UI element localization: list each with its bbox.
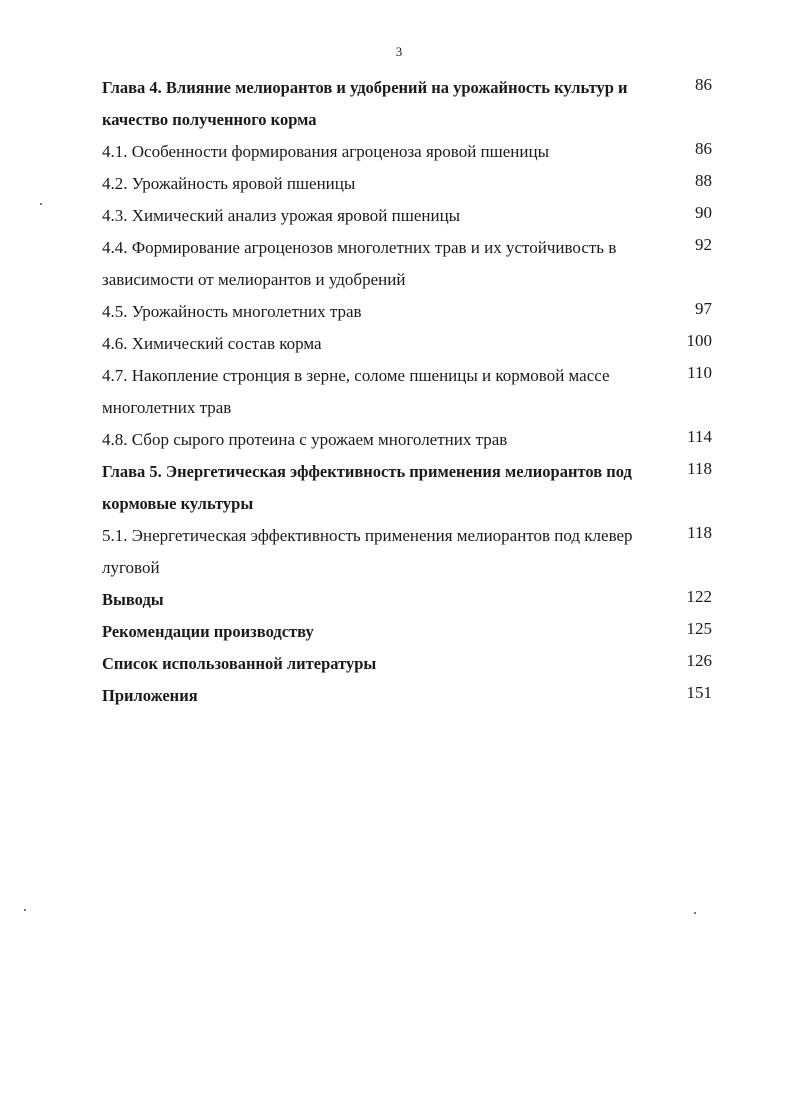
toc-entry [102,648,712,680]
toc-entry [102,296,712,328]
toc-entry [102,72,712,136]
toc-entry-page: 110 [687,363,712,382]
toc-entry-page: 92 [695,235,712,254]
toc-entry [102,456,712,520]
toc-entry-page: 118 [687,523,712,542]
toc-entry [102,360,712,424]
toc-entry [102,424,712,456]
toc-entry-title: Выводы [102,590,164,609]
toc-entry-title: Глава 5. Энергетическая эффективность применения мелиорантов под кормовые культуры [102,462,632,513]
toc-entry-title: Список использованной литературы [102,654,377,673]
toc-entry [102,616,712,648]
scan-speck [24,909,26,911]
toc-entry-page: 86 [695,75,712,94]
toc-entry [102,200,712,232]
toc-entry [102,520,712,584]
toc-entry-title: 4.1. Особенности формирования агроценоза яровой пшеницы [102,142,550,161]
toc-entry-page: 126 [686,651,712,670]
toc-entry-title: 5.1. Энергетическая эффективность применения мелиорантов под клевер луговой [102,526,633,577]
table-of-contents [102,72,712,712]
toc-entry-title: Приложения [102,686,198,705]
toc-entry-page: 90 [695,203,712,222]
toc-entry [102,328,712,360]
toc-entry-page: 114 [687,427,712,446]
toc-entry-title: Рекомендации производству [102,622,314,641]
toc-entry-title: 4.4. Формирование агроценозов многолетних трав и их устойчивость в зависимости от мелиорантов и удобрений [102,238,617,289]
toc-entry [102,584,712,616]
scan-speck [40,203,42,205]
toc-entry-title: 4.6. Химический состав корма [102,334,322,353]
toc-entry-title: 4.8. Сбор сырого протеина с урожаем многолетних трав [102,430,508,449]
toc-entry-page: 118 [687,459,712,478]
scan-speck [694,912,696,914]
toc-entry-title: 4.2. Урожайность яровой пшеницы [102,174,356,193]
toc-entry [102,136,712,168]
toc-entry-page: 88 [695,171,712,190]
toc-entry-title: 4.3. Химический анализ урожая яровой пшеницы [102,206,461,225]
toc-entry-title: 4.7. Накопление стронция в зерне, соломе пшеницы и кормовой массе многолетних трав [102,366,610,417]
toc-entry-title: Глава 4. Влияние мелиорантов и удобрений на урожайность культур и качество полученного корма [102,78,628,129]
toc-entry-page: 86 [695,139,712,158]
toc-entry-page: 125 [686,619,712,638]
toc-entry-page: 100 [686,331,712,350]
toc-entry-page: 151 [686,683,712,702]
toc-entry [102,680,712,712]
toc-entry [102,168,712,200]
toc-entry [102,232,712,296]
toc-entry-page: 97 [695,299,712,318]
page-number: 3 [395,44,403,59]
toc-entry-page: 122 [686,587,712,606]
toc-entry-title: 4.5. Урожайность многолетних трав [102,302,362,321]
